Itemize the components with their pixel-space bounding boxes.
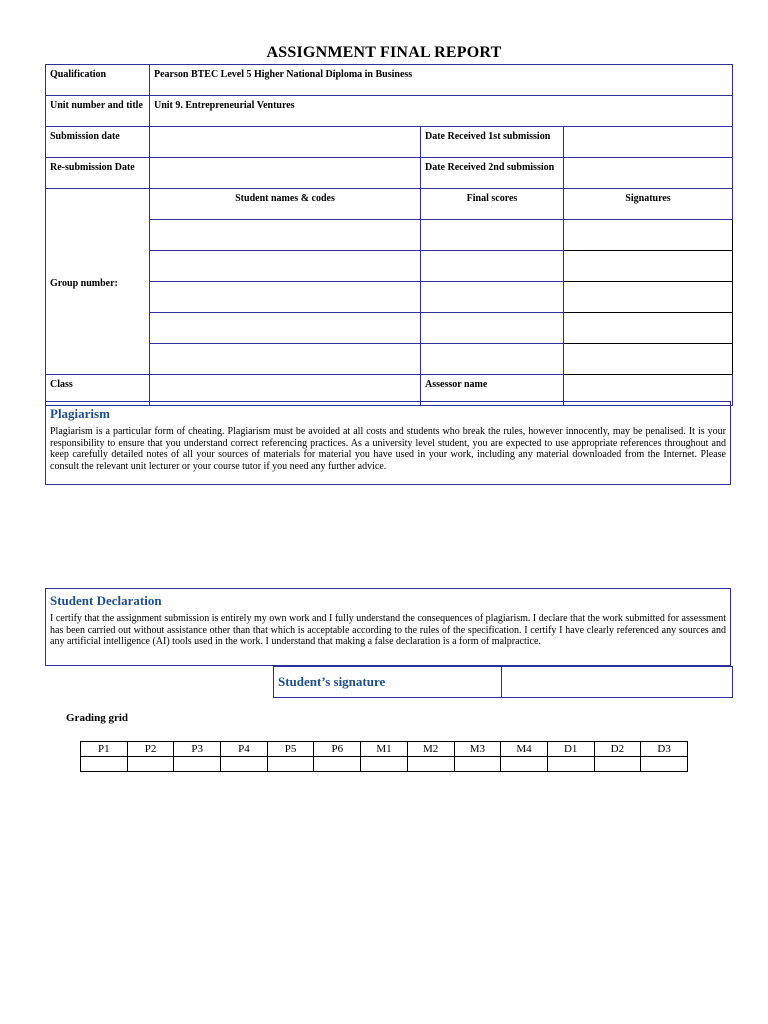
final-score-field[interactable]: [421, 220, 564, 251]
grade-cell[interactable]: [547, 757, 594, 772]
student-name-field[interactable]: [150, 220, 421, 251]
student-name-field[interactable]: [150, 313, 421, 344]
student-name-field[interactable]: [150, 251, 421, 282]
grade-cell[interactable]: [221, 757, 268, 772]
resubmission-date-label: Re-submission Date: [46, 158, 150, 189]
criterion-header: D3: [641, 742, 688, 757]
assessor-label: Assessor name: [421, 375, 564, 406]
date-received-1-field[interactable]: [564, 127, 733, 158]
criterion-header: P3: [174, 742, 221, 757]
final-score-field[interactable]: [421, 282, 564, 313]
grading-grid: [80, 741, 688, 772]
grade-cell[interactable]: [407, 757, 454, 772]
group-header-row: [46, 189, 733, 220]
submission-date-label: Submission date: [46, 127, 150, 158]
criterion-header: P1: [81, 742, 128, 757]
resubmission-date-field[interactable]: [150, 158, 421, 189]
signature-field[interactable]: [564, 251, 733, 282]
plagiarism-heading: Plagiarism: [50, 406, 110, 421]
grade-cell[interactable]: [81, 757, 128, 772]
criterion-header: P2: [127, 742, 174, 757]
grading-value-row: [81, 757, 688, 772]
final-score-field[interactable]: [421, 313, 564, 344]
grading-header-row: [81, 742, 688, 757]
qualification-label: Qualification: [46, 65, 150, 96]
signature-field[interactable]: [564, 313, 733, 344]
criterion-header: D2: [594, 742, 641, 757]
date-received-1-label: Date Received 1st submission: [421, 127, 564, 158]
criterion-header: D1: [547, 742, 594, 757]
declaration-section: [45, 588, 731, 666]
page-title: ASSIGNMENT FINAL REPORT: [266, 44, 502, 61]
unit-label: Unit number and title: [46, 96, 150, 127]
criterion-header: P6: [314, 742, 361, 757]
grade-cell[interactable]: [594, 757, 641, 772]
declaration-heading: Student Declaration: [50, 593, 162, 608]
student-row: [46, 313, 733, 344]
student-name-field[interactable]: [150, 344, 421, 375]
grade-cell[interactable]: [641, 757, 688, 772]
qualification-row: [46, 65, 733, 96]
date-received-2-field[interactable]: [564, 158, 733, 189]
signature-table: [273, 666, 733, 698]
student-signature-label: Student’s signature: [274, 667, 502, 698]
plagiarism-section: [45, 401, 731, 485]
criterion-header: P4: [221, 742, 268, 757]
signature-field[interactable]: [564, 220, 733, 251]
criterion-header: M1: [361, 742, 408, 757]
final-score-field[interactable]: [421, 344, 564, 375]
declaration-text: I certify that the assignment submission is entirely my own work and I fully understand the consequences of plagiarism. I declare that the work submitted for assessment has been carried out without assistance other than that which is acceptable according to the rules of the specification. I certify I have clearly referenced any sources and any artificial intelligence (AI) tools used in the work. I understand that making a false declaration is a form of malpractice.: [50, 613, 726, 647]
student-row: [46, 344, 733, 375]
signatures-header: Signatures: [564, 189, 733, 220]
grade-cell[interactable]: [127, 757, 174, 772]
signature-field[interactable]: [564, 282, 733, 313]
grade-cell[interactable]: [454, 757, 501, 772]
final-scores-header: Final scores: [421, 189, 564, 220]
grading-grid-label: Grading grid: [66, 712, 129, 724]
criterion-header: M4: [501, 742, 548, 757]
submission-row: [46, 127, 733, 158]
unit-row: [46, 96, 733, 127]
submission-date-field[interactable]: [150, 127, 421, 158]
grade-cell[interactable]: [361, 757, 408, 772]
student-signature-field[interactable]: [502, 667, 733, 698]
plagiarism-text: Plagiarism is a particular form of cheating. Plagiarism must be avoided at all costs and students who break the rules, however innocently, may be penalised. It is your responsibility to ensure that you understand correct referencing practices. As a university level student, you are expected to use appropriate references throughout and keep carefully detailed notes of all your sources of materials for material you have used in your work, including any material downloaded from the Internet. Please consult the relevant unit lecturer or your course tutor if you need any further advice.: [50, 426, 726, 472]
final-score-field[interactable]: [421, 251, 564, 282]
student-names-header: Student names & codes: [150, 189, 421, 220]
report-form: [45, 64, 733, 406]
qualification-value: Pearson BTEC Level 5 Higher National Diploma in Business: [150, 65, 733, 96]
date-received-2-label: Date Received 2nd submission: [421, 158, 564, 189]
student-row: [46, 251, 733, 282]
criterion-header: M3: [454, 742, 501, 757]
grade-cell[interactable]: [501, 757, 548, 772]
signature-field[interactable]: [564, 344, 733, 375]
criterion-header: P5: [267, 742, 314, 757]
student-row: [46, 220, 733, 251]
student-name-field[interactable]: [150, 282, 421, 313]
class-label: Class: [46, 375, 150, 406]
resubmission-row: [46, 158, 733, 189]
student-row: [46, 282, 733, 313]
criterion-header: M2: [407, 742, 454, 757]
grade-cell[interactable]: [314, 757, 361, 772]
grade-cell[interactable]: [174, 757, 221, 772]
group-number-label: Group number:: [46, 189, 150, 375]
grade-cell[interactable]: [267, 757, 314, 772]
unit-value: Unit 9. Entrepreneurial Ventures: [150, 96, 733, 127]
